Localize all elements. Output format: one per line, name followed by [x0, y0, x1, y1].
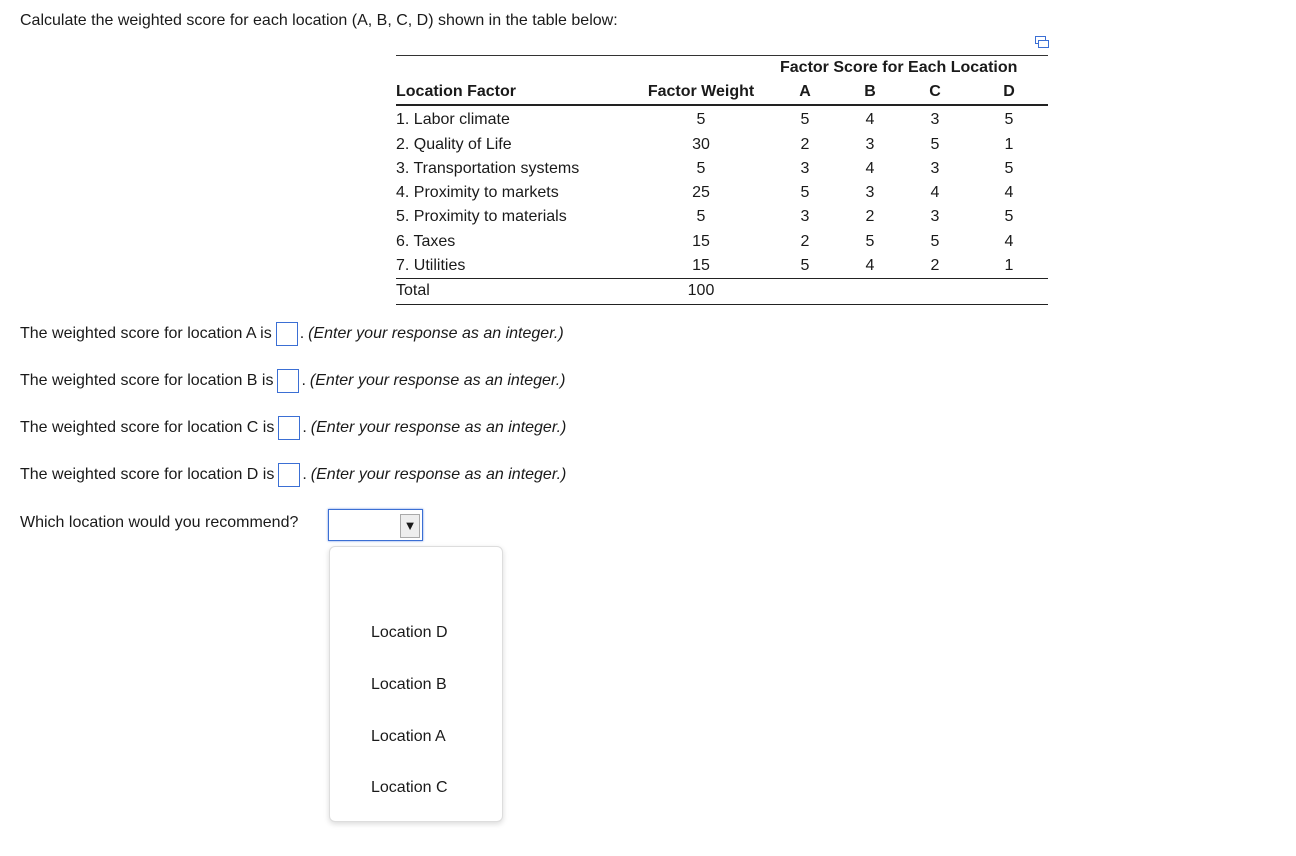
score-input[interactable]: [277, 369, 299, 393]
table-row: [396, 254, 1048, 278]
location-factor-table: [396, 55, 1048, 305]
cell-weight: 5: [696, 111, 706, 129]
cell-factor: 5. Proximity to materials: [396, 208, 567, 226]
answer-label: The weighted score for location A is: [20, 325, 272, 342]
score-input[interactable]: [278, 416, 300, 440]
recommend-label: Which location would you recommend?: [20, 514, 299, 531]
answer-hint: (Enter your response as an integer.): [309, 372, 566, 389]
question-text: Calculate the weighted score for each location (A, B, C, D) shown in the table below:: [20, 12, 618, 29]
cell-a: 5: [800, 257, 810, 275]
header-weight: Factor Weight: [647, 83, 755, 100]
table-row: [396, 205, 1048, 229]
cell-c: 5: [930, 135, 940, 153]
popout-icon[interactable]: [1035, 35, 1049, 47]
option-location-a[interactable]: Location A: [371, 728, 446, 745]
header-c: C: [929, 83, 941, 100]
cell-b: 3: [865, 184, 875, 202]
dropdown-arrow-icon[interactable]: ▼: [400, 514, 420, 538]
score-input[interactable]: [278, 463, 300, 487]
option-location-b[interactable]: Location B: [371, 676, 447, 693]
score-input[interactable]: [276, 322, 298, 346]
cell-b: 4: [865, 111, 875, 129]
answer-label: The weighted score for location C is: [20, 419, 275, 436]
period: .: [301, 372, 306, 389]
cell-c: 4: [930, 184, 940, 202]
answer-row: [20, 416, 566, 440]
cell-d: 1: [1004, 257, 1014, 275]
answer-label: The weighted score for location B is: [20, 372, 274, 389]
answer-row: [20, 322, 564, 346]
header-d: D: [1003, 83, 1015, 100]
table-row: [396, 230, 1048, 254]
period: .: [302, 419, 307, 436]
cell-c: 3: [930, 111, 940, 129]
cell-a: 5: [800, 184, 810, 202]
cell-b: 2: [865, 208, 875, 226]
cell-d: 4: [1004, 184, 1014, 202]
recommend-select[interactable]: [328, 509, 423, 541]
cell-a: 3: [800, 208, 810, 226]
cell-weight: 30: [692, 135, 710, 153]
selected-value: [333, 514, 393, 536]
cell-factor: 4. Proximity to markets: [396, 184, 559, 202]
option-location-c[interactable]: Location C: [371, 779, 448, 796]
cell-a: 2: [800, 232, 810, 250]
cell-a: 5: [800, 111, 810, 129]
cell-b: 4: [865, 159, 875, 177]
recommend-dropdown-menu: [329, 546, 503, 822]
cell-factor: 3. Transportation systems: [396, 159, 580, 177]
option-location-d[interactable]: Location D: [371, 624, 448, 641]
cell-b: 5: [865, 232, 875, 250]
cell-a: 3: [800, 159, 810, 177]
answer-hint: (Enter your response as an integer.): [310, 419, 567, 436]
answer-hint: (Enter your response as an integer.): [308, 325, 564, 342]
answer-hint: (Enter your response as an integer.): [310, 466, 567, 483]
table-row: [396, 108, 1048, 132]
header-factor: Location Factor: [396, 83, 517, 100]
cell-b: 4: [865, 257, 875, 275]
cell-c: 3: [930, 208, 940, 226]
cell-d: 4: [1004, 232, 1014, 250]
answer-row: [20, 369, 565, 393]
answer-row: [20, 463, 566, 487]
cell-weight: 5: [696, 159, 706, 177]
total-weight: 100: [687, 282, 715, 300]
table-row: [396, 133, 1048, 157]
header-a: A: [799, 83, 811, 100]
table-row: [396, 181, 1048, 205]
cell-c: 2: [930, 257, 940, 275]
cell-weight: 15: [692, 257, 710, 275]
cell-c: 3: [930, 159, 940, 177]
cell-c: 5: [930, 232, 940, 250]
header-b: B: [864, 83, 876, 100]
cell-b: 3: [865, 135, 875, 153]
cell-weight: 5: [696, 208, 706, 226]
cell-d: 5: [1004, 159, 1014, 177]
cell-a: 2: [800, 135, 810, 153]
table-row: [396, 157, 1048, 181]
cell-factor: 6. Taxes: [396, 232, 456, 250]
cell-factor: 7. Utilities: [396, 257, 466, 275]
cell-d: 5: [1004, 111, 1014, 129]
period: .: [302, 466, 307, 483]
total-label: Total: [396, 282, 430, 300]
cell-weight: 25: [692, 184, 710, 202]
group-header: Factor Score for Each Location: [780, 59, 1018, 76]
cell-d: 5: [1004, 208, 1014, 226]
cell-d: 1: [1004, 135, 1014, 153]
period: .: [299, 325, 305, 342]
answer-label: The weighted score for location D is: [20, 466, 275, 483]
cell-weight: 15: [692, 232, 710, 250]
cell-factor: 1. Labor climate: [396, 111, 510, 129]
cell-factor: 2. Quality of Life: [396, 135, 512, 153]
